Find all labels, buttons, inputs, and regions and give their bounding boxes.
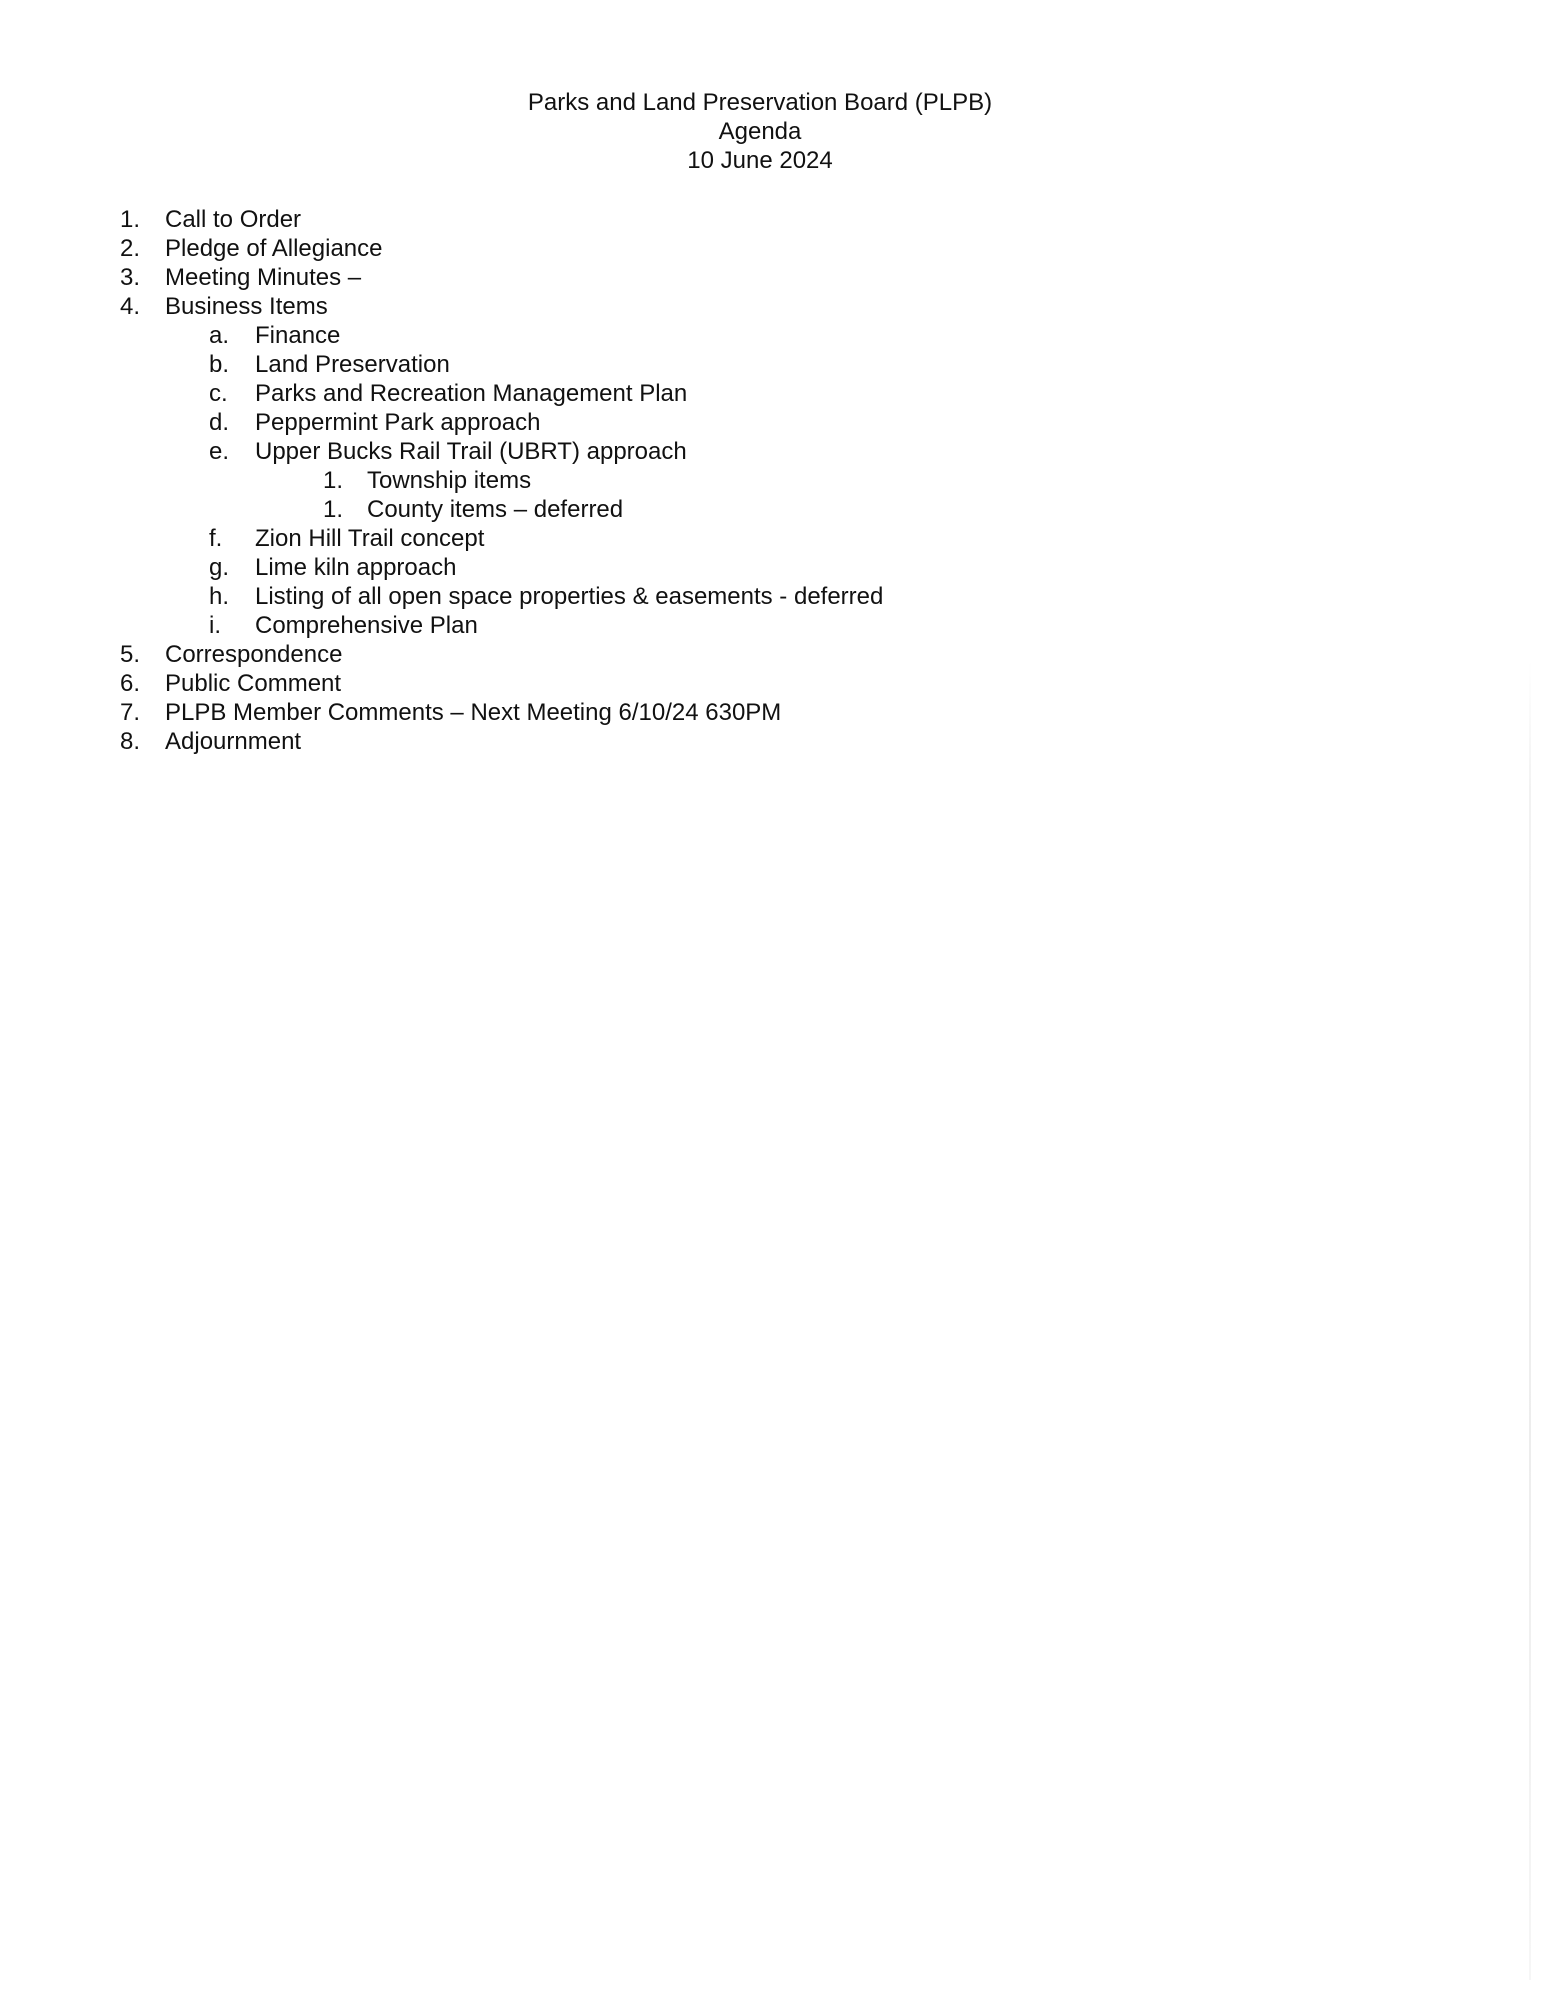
item-label: Peppermint Park approach: [255, 409, 541, 436]
agenda-item-meeting-minutes: [0, 263, 1545, 292]
subitem-finance: [0, 321, 1545, 350]
item-label: Listing of all open space properties & easements - deferred: [255, 583, 884, 610]
agenda-item-pledge: [0, 234, 1545, 263]
item-label: Parks and Recreation Management Plan: [255, 380, 688, 407]
item-letter: c.: [209, 380, 228, 407]
meeting-date: 10 June 2024: [687, 147, 833, 174]
item-label: Land Preservation: [255, 351, 450, 378]
board-title: Parks and Land Preservation Board (PLPB): [527, 89, 993, 116]
item-label: County items – deferred: [367, 496, 624, 523]
document-type: Agenda: [718, 118, 802, 145]
item-number: 7.: [120, 699, 141, 726]
subitem-land-preservation: [0, 350, 1545, 379]
item-letter: e.: [209, 438, 230, 465]
subitem-open-space-listing: [0, 582, 1545, 611]
item-label: Upper Bucks Rail Trail (UBRT) approach: [255, 438, 687, 465]
agenda-header: [0, 88, 1520, 175]
agenda-item-business-items: [0, 292, 1545, 321]
item-label: PLPB Member Comments – Next Meeting 6/10/24 630PM: [165, 699, 782, 726]
item-label: Comprehensive Plan: [255, 612, 478, 639]
subitem-lime-kiln: [0, 553, 1545, 582]
item-label: Lime kiln approach: [255, 554, 457, 581]
item-label: Meeting Minutes –: [165, 264, 362, 291]
item-number: 6.: [120, 670, 141, 697]
agenda-item-public-comment: [0, 669, 1545, 698]
item-number: 1.: [120, 206, 141, 233]
item-letter: h.: [209, 583, 230, 610]
subsubitem-county-items: [0, 495, 1545, 524]
item-number: 1.: [323, 467, 344, 494]
subitem-comprehensive-plan: [0, 611, 1545, 640]
item-letter: f.: [209, 525, 223, 552]
subitem-parks-recreation-plan: [0, 379, 1545, 408]
item-letter: b.: [209, 351, 230, 378]
item-label: Township items: [367, 467, 532, 494]
item-label: Zion Hill Trail concept: [255, 525, 485, 552]
item-number: 8.: [120, 728, 141, 755]
subitem-zion-hill-trail: [0, 524, 1545, 553]
item-label: Finance: [255, 322, 341, 349]
subitem-ubrt: [0, 437, 1545, 466]
item-number: 5.: [120, 641, 141, 668]
item-letter: g.: [209, 554, 230, 581]
item-label: Pledge of Allegiance: [165, 235, 383, 262]
agenda-item-correspondence: [0, 640, 1545, 669]
subsubitem-township-items: [0, 466, 1545, 495]
agenda-item-adjournment: [0, 727, 1545, 756]
item-label: Call to Order: [165, 206, 302, 233]
agenda-item-call-to-order: [0, 205, 1545, 234]
item-letter: a.: [209, 322, 230, 349]
item-label: Business Items: [165, 293, 328, 320]
item-number: 2.: [120, 235, 141, 262]
agenda-list: [0, 205, 1545, 756]
scan-edge-shadow: [1529, 660, 1531, 1980]
item-letter: d.: [209, 409, 230, 436]
item-letter: i.: [209, 612, 221, 639]
item-label: Correspondence: [165, 641, 343, 668]
item-label: Public Comment: [165, 670, 342, 697]
subitem-peppermint-park: [0, 408, 1545, 437]
item-label: Adjournment: [165, 728, 302, 755]
item-number: 4.: [120, 293, 141, 320]
agenda-item-member-comments: [0, 698, 1545, 727]
item-number: 3.: [120, 264, 141, 291]
item-number: 1.: [323, 496, 344, 523]
